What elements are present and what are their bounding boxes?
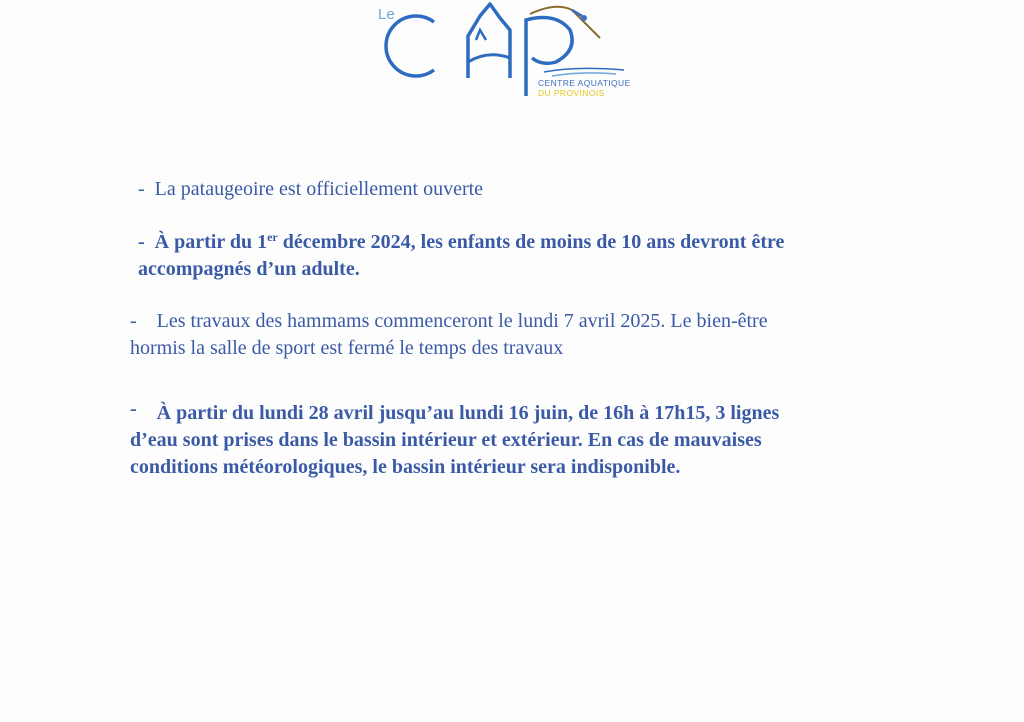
notice-text-line2: d’eau sont prises dans le bassin intérieur et extérieur. En cas de mauvaises bbox=[130, 429, 762, 451]
notice-text: La pataugeoire est officiellement ouverte bbox=[154, 178, 484, 200]
notice-text-line2: hormis la salle de sport est fermé le temps des travaux bbox=[130, 337, 564, 359]
le-cap-logo bbox=[376, 0, 636, 100]
notice-lignes-eau bbox=[130, 396, 779, 481]
logo-subtitle-centre-aquatique: CENTRE AQUATIQUE bbox=[538, 78, 631, 88]
notice-text-line1: décembre 2024, les enfants de moins de 10 ans devront être bbox=[277, 231, 785, 253]
ordinal-superscript: er bbox=[267, 230, 278, 244]
bullet-dash: - bbox=[138, 178, 145, 200]
bullet-dash: - bbox=[130, 310, 137, 332]
notice-text-line2: accompagnés d’un adulte. bbox=[138, 258, 360, 280]
bullet-dash: - bbox=[130, 398, 137, 420]
notice-text-line1: Les travaux des hammams commenceront le lundi 7 avril 2025. Le bien-être bbox=[156, 310, 768, 332]
notice-text-prefix: À partir du 1 bbox=[154, 231, 268, 253]
notice-pataugeoire bbox=[138, 176, 483, 203]
notice-enfants-accompagnes bbox=[138, 229, 784, 283]
bullet-dash: - bbox=[138, 231, 145, 253]
notice-travaux-hammams bbox=[130, 308, 768, 362]
notice-text-line1: À partir du lundi 28 avril jusqu’au lundi 16 juin, de 16h à 17h15, 3 lignes bbox=[156, 402, 780, 424]
logo-subtitle-du-provinois: DU PROVINOIS bbox=[538, 88, 605, 98]
notice-text-line3: conditions météorologiques, le bassin intérieur sera indisponible. bbox=[130, 456, 681, 478]
logo-le-text: Le bbox=[378, 6, 395, 23]
